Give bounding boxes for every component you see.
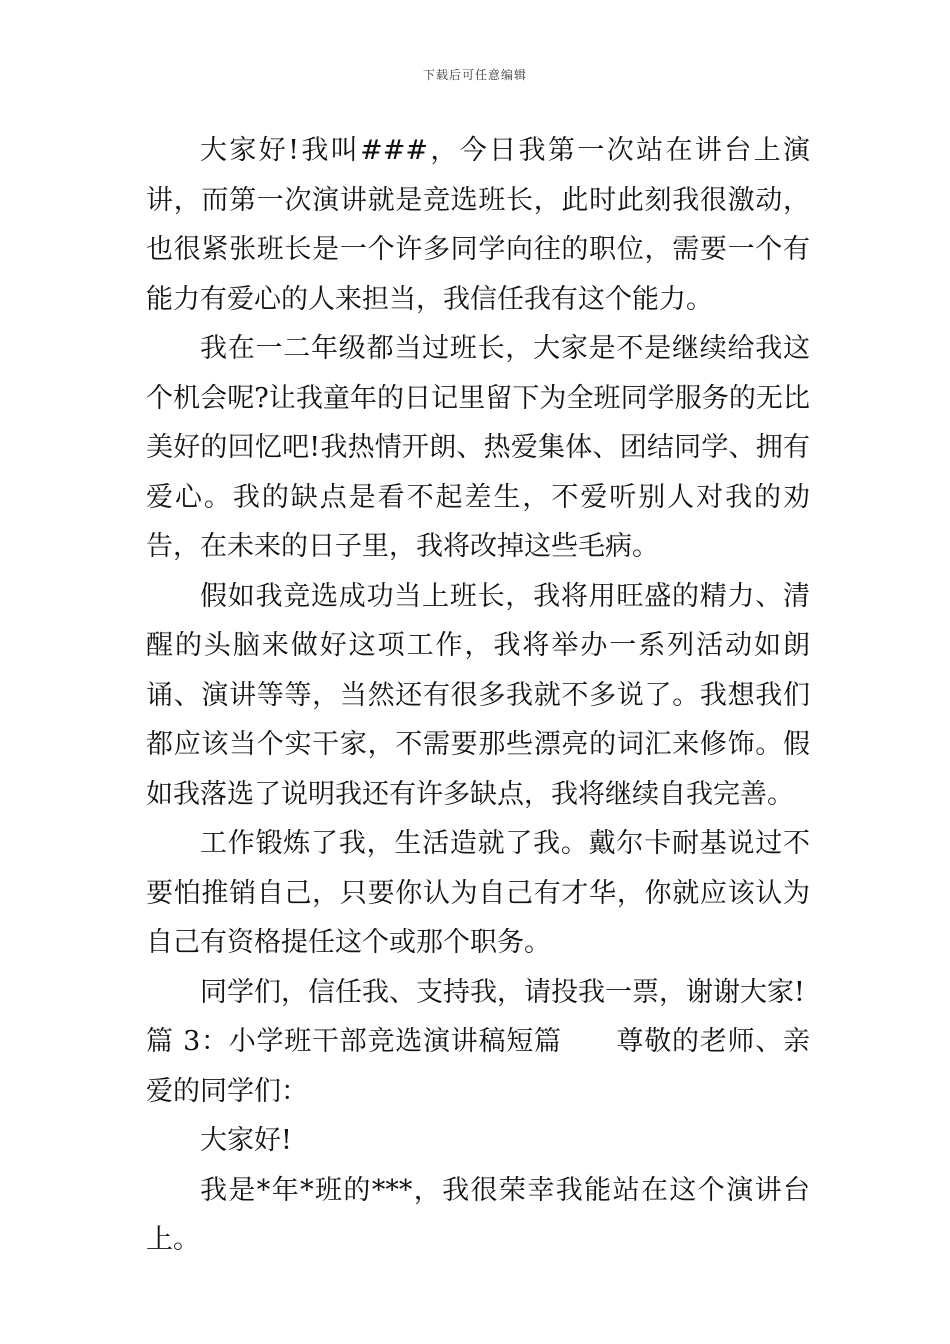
page-header-note: 下载后可任意编辑	[422, 68, 527, 82]
section-greeting: 尊敬的老师、亲爱的同学们：	[146, 1026, 810, 1107]
section-heading-line	[146, 1017, 810, 1116]
paragraph-hello: 大家好!	[200, 1125, 292, 1156]
paragraph-intro: 大家好!我叫###，今日我第一次站在讲台上演讲，而第一次演讲就是竞选班长，此时此刻我很激动，也很紧张班长是一个许多同学向往的职位，需要一个有能力有爱心的人来担当，我信任我有这个能力。	[146, 135, 810, 315]
paragraph-plan: 假如我竞选成功当上班长，我将用旺盛的精力、清醒的头脑来做好这项工作，我将举办一系列活动如朗诵、演讲等等，当然还有很多我就不多说了。我想我们都应该当个实干家，不需要那些漂亮的词汇来修饰。假如我落选了说明我还有许多缺点，我将继续自我完善。	[146, 580, 810, 810]
section-title: 篇 3：小学班干部竞选演讲稿短篇	[146, 1026, 562, 1057]
paragraph-experience: 我在一二年级都当过班长，大家是不是继续给我这个机会呢?让我童年的日记里留下为全班同学服务的无比美好的回忆吧!我热情开朗、热爱集体、团结同学、拥有爱心。我的缺点是看不起差生，不爱听别人对我的劝告，在未来的日子里，我将改掉这些毛病。	[146, 333, 810, 562]
paragraph-self-intro: 我是*年*班的***，我很荣幸我能站在这个演讲台上。	[146, 1174, 810, 1255]
document-body	[146, 126, 810, 1265]
paragraph-appeal: 同学们，信任我、支持我，请投我一票，谢谢大家!	[200, 976, 805, 1008]
paragraph-motivation: 工作锻炼了我，生活造就了我。戴尔卡耐基说过不要怕推销自己，只要你认为自己有才华，你就应该认为自己有资格提任这个或那个职务。	[146, 828, 810, 958]
